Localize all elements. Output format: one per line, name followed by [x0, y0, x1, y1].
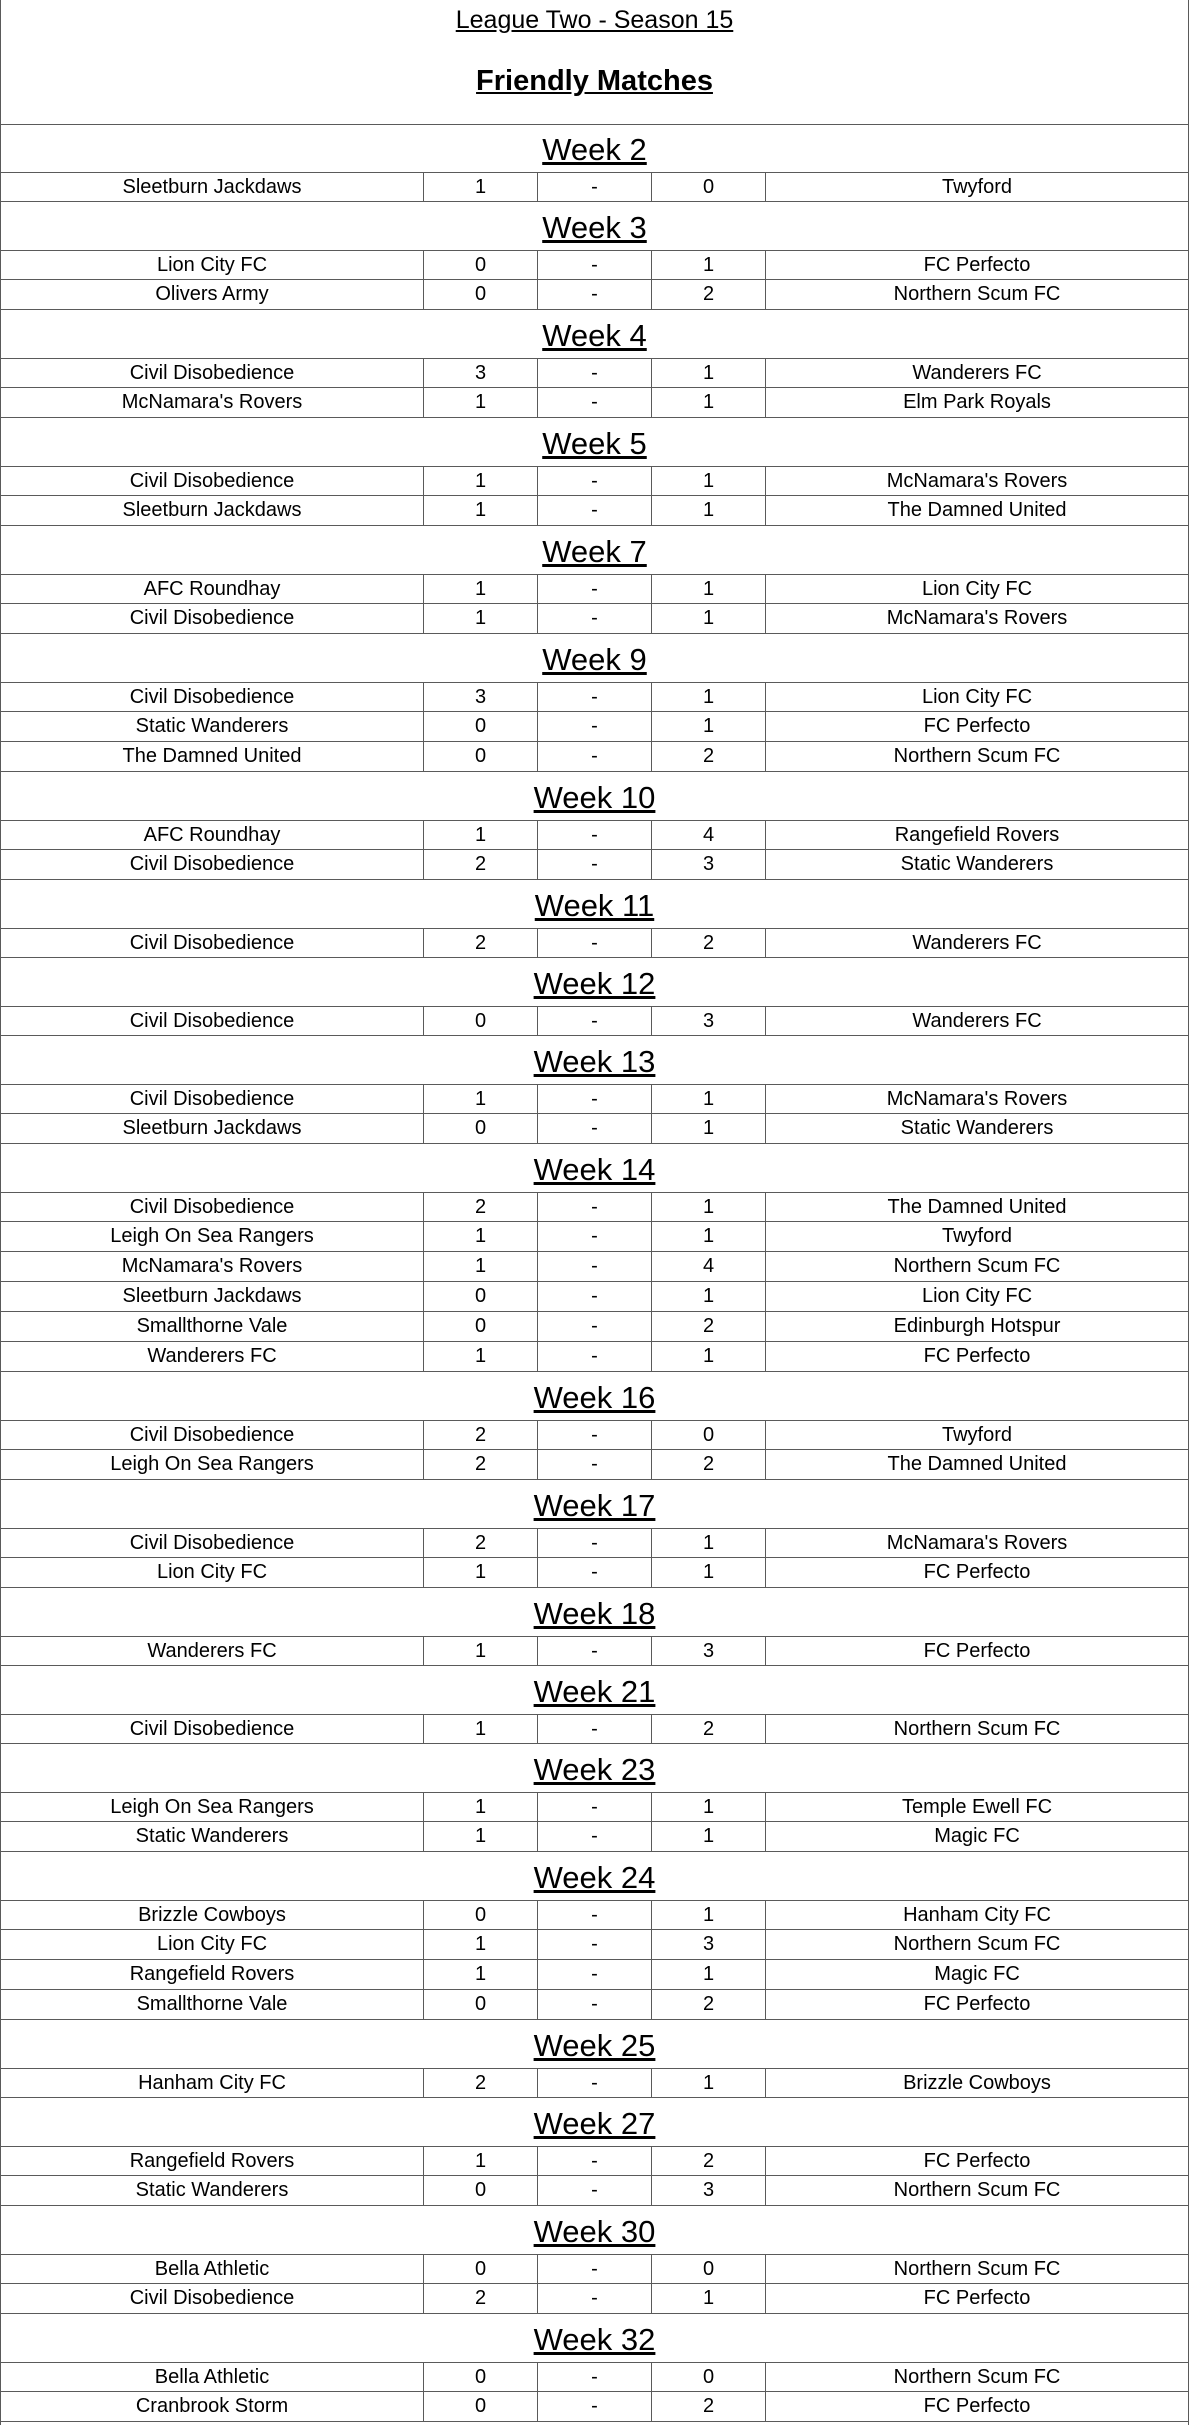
week-heading: Week 7: [542, 534, 647, 569]
home-team-cell: Civil Disobedience: [1, 1529, 424, 1557]
home-team-cell: Civil Disobedience: [1, 1193, 424, 1221]
week-heading: Week 27: [533, 2106, 656, 2141]
week-heading: Week 24: [533, 1860, 656, 1895]
home-team-cell: Rangefield Rovers: [1, 1960, 424, 1989]
home-team-cell: Lion City FC: [1, 1558, 424, 1587]
score-separator-cell: -: [538, 604, 652, 633]
away-team-cell: Static Wanderers: [900, 1117, 1054, 1139]
match-row: [1, 466, 1188, 496]
home-team-cell: Lion City FC: [1, 1930, 424, 1959]
score-separator-cell: -: [538, 251, 652, 279]
away-team-cell: The Damned United: [887, 499, 1067, 521]
score-separator-cell: -: [538, 683, 652, 711]
match-row: [1, 2284, 1188, 2314]
home-team-cell: Sleetburn Jackdaws: [1, 1114, 424, 1143]
home-score-cell: 2: [424, 1450, 538, 1479]
away-score-cell: 1: [652, 1960, 766, 1989]
away-score-cell: 3: [652, 1930, 766, 1959]
week-heading: Week 2: [542, 132, 647, 167]
home-team-cell: Sleetburn Jackdaws: [1, 173, 424, 201]
away-team-cell: McNamara's Rovers: [886, 469, 1068, 492]
match-row: [1, 1252, 1188, 1282]
away-score-cell: 2: [652, 280, 766, 309]
home-team-cell: Wanderers FC: [1, 1637, 424, 1665]
away-team-cell: FC Perfecto: [923, 2149, 1031, 2172]
match-row: [1, 2254, 1188, 2284]
away-team-cell: Static Wanderers: [900, 853, 1054, 875]
home-team-cell: Static Wanderers: [1, 1822, 424, 1851]
week-heading: Week 4: [542, 318, 647, 353]
match-row: [1, 1084, 1188, 1114]
home-score-cell: 0: [424, 2255, 538, 2283]
match-row: [1, 1528, 1188, 1558]
match-row: [1, 1822, 1188, 1852]
away-team-cell: Temple Ewell FC: [901, 1795, 1053, 1818]
away-score-cell: 1: [652, 1085, 766, 1113]
match-row: [1, 604, 1188, 634]
score-separator-cell: -: [538, 2069, 652, 2097]
away-score-cell: 3: [652, 1007, 766, 1035]
score-separator-cell: -: [538, 1793, 652, 1821]
home-team-cell: McNamara's Rovers: [1, 388, 424, 417]
score-separator-cell: -: [538, 2284, 652, 2313]
home-team-cell: Hanham City FC: [1, 2069, 424, 2097]
score-separator-cell: -: [538, 173, 652, 201]
score-separator-cell: -: [538, 2176, 652, 2205]
home-score-cell: 1: [424, 821, 538, 849]
away-team-cell: Northern Scum FC: [893, 745, 1061, 767]
away-score-cell: 1: [652, 388, 766, 417]
home-team-cell: Smallthorne Vale: [1, 1990, 424, 2019]
away-team-cell: Northern Scum FC: [893, 283, 1061, 305]
away-team-cell: FC Perfecto: [923, 1561, 1031, 1583]
score-separator-cell: -: [538, 742, 652, 771]
match-row: [1, 388, 1188, 418]
home-score-cell: 1: [424, 575, 538, 603]
home-score-cell: 1: [424, 1637, 538, 1665]
score-separator-cell: -: [538, 1960, 652, 1989]
score-separator-cell: -: [538, 2147, 652, 2175]
match-row: [1, 1282, 1188, 1312]
away-team-cell: The Damned United: [887, 1453, 1067, 1475]
away-score-cell: 1: [652, 1193, 766, 1221]
away-team-cell: Lion City FC: [921, 577, 1033, 600]
match-row: [1, 2146, 1188, 2176]
home-team-cell: Civil Disobedience: [1, 683, 424, 711]
home-score-cell: 0: [424, 2363, 538, 2391]
score-separator-cell: -: [538, 1901, 652, 1929]
week-heading: Week 12: [533, 966, 656, 1001]
home-team-cell: Smallthorne Vale: [1, 1312, 424, 1341]
away-team-cell: Twyford: [941, 1225, 1013, 1247]
week-heading: Week 18: [533, 1596, 656, 1631]
away-team-cell: Elm Park Royals: [903, 391, 1051, 413]
match-row: [1, 1420, 1188, 1450]
score-separator-cell: -: [538, 388, 652, 417]
week-heading: Week 16: [533, 1380, 656, 1415]
week-heading: Week 5: [542, 426, 647, 461]
away-team-cell: Northern Scum FC: [893, 1255, 1061, 1277]
away-team-cell: Twyford: [941, 175, 1013, 198]
score-separator-cell: -: [538, 1007, 652, 1035]
score-separator-cell: -: [538, 467, 652, 495]
away-team-cell: McNamara's Rovers: [886, 1087, 1068, 1110]
score-separator-cell: -: [538, 1193, 652, 1221]
home-score-cell: 1: [424, 388, 538, 417]
match-row: [1, 1006, 1188, 1036]
score-separator-cell: -: [538, 496, 652, 525]
home-score-cell: 0: [424, 1282, 538, 1311]
home-score-cell: 2: [424, 929, 538, 957]
away-score-cell: 1: [652, 683, 766, 711]
score-separator-cell: -: [538, 1114, 652, 1143]
away-team-cell: The Damned United: [887, 1195, 1067, 1218]
away-team-cell: Wanderers FC: [912, 931, 1042, 954]
home-score-cell: 0: [424, 1990, 538, 2019]
score-separator-cell: -: [538, 575, 652, 603]
home-score-cell: 1: [424, 1793, 538, 1821]
score-separator-cell: -: [538, 1421, 652, 1449]
home-team-cell: Static Wanderers: [1, 712, 424, 741]
home-score-cell: 1: [424, 173, 538, 201]
away-team-cell: McNamara's Rovers: [886, 1531, 1068, 1554]
score-separator-cell: -: [538, 1085, 652, 1113]
away-team-cell: Magic FC: [934, 1963, 1020, 1985]
home-team-cell: Civil Disobedience: [1, 1421, 424, 1449]
away-score-cell: 1: [652, 1529, 766, 1557]
score-separator-cell: -: [538, 1282, 652, 1311]
week-heading: Week 14: [533, 1152, 656, 1187]
match-row: [1, 820, 1188, 850]
match-row: [1, 1960, 1188, 1990]
away-score-cell: 4: [652, 821, 766, 849]
away-score-cell: 1: [652, 2284, 766, 2313]
home-team-cell: Civil Disobedience: [1, 359, 424, 387]
away-score-cell: 1: [652, 1793, 766, 1821]
away-team-cell: Lion City FC: [921, 1285, 1033, 1307]
home-score-cell: 3: [424, 683, 538, 711]
away-score-cell: 1: [652, 359, 766, 387]
away-score-cell: 2: [652, 1715, 766, 1743]
week-heading: Week 23: [533, 1752, 656, 1787]
match-row: [1, 1342, 1188, 1372]
away-team-cell: Edinburgh Hotspur: [893, 1315, 1061, 1337]
score-separator-cell: -: [538, 1558, 652, 1587]
home-team-cell: Sleetburn Jackdaws: [1, 496, 424, 525]
home-score-cell: 1: [424, 2147, 538, 2175]
away-score-cell: 2: [652, 2392, 766, 2421]
score-separator-cell: -: [538, 1450, 652, 1479]
week-heading: Week 30: [533, 2214, 656, 2249]
home-score-cell: 0: [424, 742, 538, 771]
away-score-cell: 2: [652, 1312, 766, 1341]
home-team-cell: Brizzle Cowboys: [1, 1901, 424, 1929]
week-heading: Week 32: [533, 2322, 656, 2357]
home-score-cell: 1: [424, 1222, 538, 1251]
away-score-cell: 2: [652, 1990, 766, 2019]
match-row: [1, 1558, 1188, 1588]
away-team-cell: Northern Scum FC: [893, 1933, 1061, 1955]
match-row: [1, 712, 1188, 742]
week-heading: Week 10: [533, 780, 656, 815]
away-team-cell: Northern Scum FC: [893, 2365, 1061, 2388]
match-row: [1, 280, 1188, 310]
score-separator-cell: -: [538, 821, 652, 849]
home-score-cell: 1: [424, 1342, 538, 1371]
match-row: [1, 2392, 1188, 2422]
away-team-cell: Hanham City FC: [903, 1903, 1051, 1926]
home-team-cell: McNamara's Rovers: [1, 1252, 424, 1281]
page-title: Friendly Matches: [476, 65, 713, 97]
away-score-cell: 1: [652, 712, 766, 741]
home-score-cell: 1: [424, 1085, 538, 1113]
week-heading: Week 21: [533, 1674, 656, 1709]
match-row: [1, 850, 1188, 880]
away-score-cell: 1: [652, 1282, 766, 1311]
match-row: [1, 1636, 1188, 1666]
match-row: [1, 2362, 1188, 2392]
score-separator-cell: -: [538, 1529, 652, 1557]
away-score-cell: 1: [652, 1822, 766, 1851]
home-score-cell: 0: [424, 1114, 538, 1143]
away-team-cell: Northern Scum FC: [893, 2179, 1061, 2201]
match-row: [1, 928, 1188, 958]
away-score-cell: 1: [652, 496, 766, 525]
away-score-cell: 3: [652, 850, 766, 879]
away-score-cell: 1: [652, 1342, 766, 1371]
match-row: [1, 682, 1188, 712]
away-team-cell: Northern Scum FC: [893, 1717, 1061, 1740]
home-score-cell: 3: [424, 359, 538, 387]
score-separator-cell: -: [538, 1312, 652, 1341]
home-score-cell: 0: [424, 251, 538, 279]
title-divider: [1, 124, 1188, 125]
week-heading: Week 17: [533, 1488, 656, 1523]
away-score-cell: 1: [652, 251, 766, 279]
home-team-cell: Civil Disobedience: [1, 1715, 424, 1743]
away-score-cell: 1: [652, 575, 766, 603]
score-separator-cell: -: [538, 1822, 652, 1851]
match-row: [1, 574, 1188, 604]
away-score-cell: 0: [652, 173, 766, 201]
match-row: [1, 2176, 1188, 2206]
score-separator-cell: -: [538, 359, 652, 387]
score-separator-cell: -: [538, 929, 652, 957]
match-row: [1, 1114, 1188, 1144]
away-score-cell: 1: [652, 467, 766, 495]
week-heading: Week 13: [533, 1044, 656, 1079]
home-score-cell: 1: [424, 1930, 538, 1959]
score-separator-cell: -: [538, 712, 652, 741]
match-row: [1, 1222, 1188, 1252]
home-score-cell: 0: [424, 2392, 538, 2421]
away-team-cell: FC Perfecto: [923, 715, 1031, 737]
home-score-cell: 1: [424, 1558, 538, 1587]
home-team-cell: Wanderers FC: [1, 1342, 424, 1371]
home-team-cell: Rangefield Rovers: [1, 2147, 424, 2175]
home-team-cell: Lion City FC: [1, 251, 424, 279]
score-separator-cell: -: [538, 850, 652, 879]
away-score-cell: 1: [652, 604, 766, 633]
week-heading: Week 25: [533, 2028, 656, 2063]
match-row: [1, 1450, 1188, 1480]
league-title: League Two - Season 15: [455, 6, 734, 34]
home-team-cell: Civil Disobedience: [1, 1085, 424, 1113]
home-score-cell: 0: [424, 280, 538, 309]
match-row: [1, 1900, 1188, 1930]
away-team-cell: Twyford: [941, 1423, 1013, 1446]
home-score-cell: 2: [424, 2284, 538, 2313]
home-score-cell: 1: [424, 496, 538, 525]
away-team-cell: Wanderers FC: [912, 361, 1042, 384]
home-team-cell: Civil Disobedience: [1, 850, 424, 879]
away-team-cell: Wanderers FC: [912, 1009, 1042, 1032]
score-separator-cell: -: [538, 1930, 652, 1959]
home-team-cell: Cranbrook Storm: [1, 2392, 424, 2421]
match-row: [1, 250, 1188, 280]
home-score-cell: 1: [424, 604, 538, 633]
score-separator-cell: -: [538, 1990, 652, 2019]
match-row: [1, 742, 1188, 772]
away-score-cell: 3: [652, 1637, 766, 1665]
home-team-cell: Leigh On Sea Rangers: [1, 1450, 424, 1479]
home-team-cell: Leigh On Sea Rangers: [1, 1222, 424, 1251]
match-row: [1, 2068, 1188, 2098]
away-score-cell: 0: [652, 1421, 766, 1449]
away-score-cell: 1: [652, 1901, 766, 1929]
home-score-cell: 2: [424, 1529, 538, 1557]
home-team-cell: Bella Athletic: [1, 2363, 424, 2391]
away-score-cell: 2: [652, 929, 766, 957]
away-score-cell: 3: [652, 2176, 766, 2205]
home-score-cell: 2: [424, 1193, 538, 1221]
home-score-cell: 0: [424, 2176, 538, 2205]
score-separator-cell: -: [538, 2255, 652, 2283]
away-score-cell: 1: [652, 1558, 766, 1587]
away-team-cell: FC Perfecto: [923, 1345, 1031, 1367]
score-separator-cell: -: [538, 1222, 652, 1251]
home-score-cell: 1: [424, 1252, 538, 1281]
score-separator-cell: -: [538, 1342, 652, 1371]
away-team-cell: Lion City FC: [921, 685, 1033, 708]
away-score-cell: 0: [652, 2363, 766, 2391]
away-team-cell: Northern Scum FC: [893, 2257, 1061, 2280]
away-team-cell: Brizzle Cowboys: [903, 2071, 1051, 2094]
home-team-cell: Civil Disobedience: [1, 1007, 424, 1035]
away-score-cell: 2: [652, 1450, 766, 1479]
away-score-cell: 2: [652, 2147, 766, 2175]
home-score-cell: 1: [424, 1960, 538, 1989]
home-score-cell: 2: [424, 1421, 538, 1449]
away-score-cell: 1: [652, 1222, 766, 1251]
home-team-cell: Static Wanderers: [1, 2176, 424, 2205]
home-score-cell: 2: [424, 850, 538, 879]
home-score-cell: 1: [424, 1822, 538, 1851]
home-team-cell: Civil Disobedience: [1, 929, 424, 957]
away-team-cell: FC Perfecto: [923, 253, 1031, 276]
home-score-cell: 0: [424, 1007, 538, 1035]
home-team-cell: Civil Disobedience: [1, 2284, 424, 2313]
away-score-cell: 1: [652, 2069, 766, 2097]
away-score-cell: 0: [652, 2255, 766, 2283]
away-team-cell: Magic FC: [934, 1825, 1020, 1847]
match-row: [1, 1792, 1188, 1822]
away-score-cell: 4: [652, 1252, 766, 1281]
away-team-cell: FC Perfecto: [923, 1993, 1031, 2015]
home-score-cell: 2: [424, 2069, 538, 2097]
home-team-cell: Sleetburn Jackdaws: [1, 1282, 424, 1311]
match-row: [1, 496, 1188, 526]
score-separator-cell: -: [538, 1637, 652, 1665]
score-separator-cell: -: [538, 280, 652, 309]
score-separator-cell: -: [538, 1715, 652, 1743]
home-team-cell: Civil Disobedience: [1, 467, 424, 495]
match-row: [1, 1714, 1188, 1744]
home-team-cell: The Damned United: [1, 742, 424, 771]
home-team-cell: Leigh On Sea Rangers: [1, 1793, 424, 1821]
score-separator-cell: -: [538, 2363, 652, 2391]
home-score-cell: 0: [424, 1901, 538, 1929]
away-team-cell: FC Perfecto: [923, 2287, 1031, 2309]
home-team-cell: AFC Roundhay: [1, 821, 424, 849]
match-row: [1, 1192, 1188, 1222]
away-score-cell: 1: [652, 1114, 766, 1143]
away-team-cell: McNamara's Rovers: [886, 607, 1068, 629]
home-score-cell: 1: [424, 1715, 538, 1743]
home-score-cell: 1: [424, 467, 538, 495]
week-heading: Week 9: [542, 642, 647, 677]
match-row: [1, 358, 1188, 388]
score-separator-cell: -: [538, 1252, 652, 1281]
home-team-cell: Civil Disobedience: [1, 604, 424, 633]
home-score-cell: 0: [424, 1312, 538, 1341]
home-team-cell: AFC Roundhay: [1, 575, 424, 603]
match-row: [1, 1990, 1188, 2020]
match-row: [1, 1312, 1188, 1342]
away-team-cell: FC Perfecto: [923, 1639, 1031, 1662]
away-team-cell: FC Perfecto: [923, 2395, 1031, 2417]
home-score-cell: 0: [424, 712, 538, 741]
week-heading: Week 3: [542, 210, 647, 245]
away-team-cell: Rangefield Rovers: [894, 823, 1060, 846]
match-row: [1, 1930, 1188, 1960]
home-team-cell: Olivers Army: [1, 280, 424, 309]
score-separator-cell: -: [538, 2392, 652, 2421]
home-team-cell: Bella Athletic: [1, 2255, 424, 2283]
away-score-cell: 2: [652, 742, 766, 771]
week-heading: Week 11: [534, 888, 655, 923]
match-row: [1, 172, 1188, 202]
